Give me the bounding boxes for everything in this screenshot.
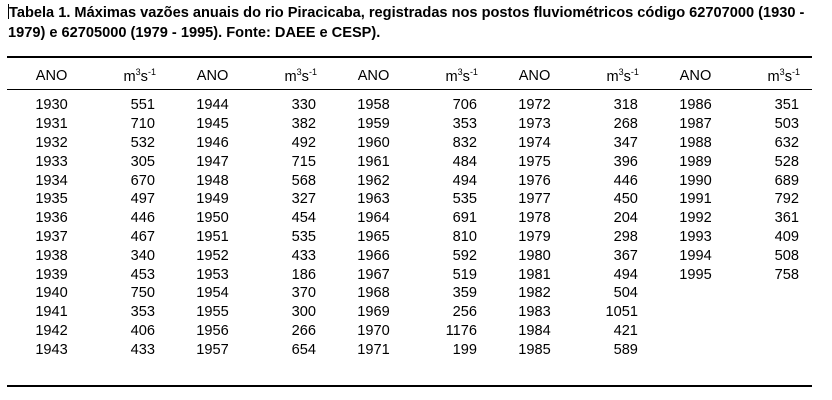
flow-value-cell: 535 — [452, 191, 477, 208]
flow-value-cell: 382 — [291, 116, 316, 133]
year-cell: 1984 — [518, 322, 551, 339]
year-cell: 1930 — [35, 97, 68, 114]
flow-value-cell: 504 — [613, 285, 638, 302]
flow-value-cell: 632 — [774, 134, 799, 151]
year-cell: 1987 — [679, 116, 712, 133]
flow-value-cell: 832 — [452, 134, 477, 151]
flow-value-cell: 186 — [291, 266, 316, 283]
flow-value-cell: 453 — [130, 266, 155, 283]
year-cell: 1986 — [679, 97, 712, 114]
flow-value-cell: 433 — [291, 247, 316, 264]
year-cell: 1962 — [357, 172, 390, 189]
year-cell: 1936 — [35, 210, 68, 227]
flow-value-cell: 654 — [291, 341, 316, 358]
year-cell: 1947 — [196, 153, 229, 170]
header-unit — [418, 64, 490, 88]
flow-value-cell: 592 — [452, 247, 477, 264]
flow-value-cell: 327 — [291, 191, 316, 208]
table-row — [7, 190, 812, 209]
flow-value-cell: 568 — [291, 172, 316, 189]
year-cell: 1939 — [35, 266, 68, 283]
table-row — [7, 134, 812, 153]
year-cell: 1931 — [35, 116, 68, 133]
unit-base: m — [123, 69, 136, 85]
flow-value-cell: 353 — [130, 304, 155, 321]
year-cell: 1993 — [679, 228, 712, 245]
flow-value-cell — [740, 284, 812, 303]
year-cell: 1969 — [357, 304, 390, 321]
flow-value-cell: 421 — [613, 322, 638, 339]
table-row — [7, 115, 812, 134]
flow-value-cell: 467 — [130, 228, 155, 245]
year-cell: 1971 — [357, 341, 390, 358]
year-cell — [651, 284, 740, 303]
table-row — [7, 209, 812, 228]
flow-value-cell: 353 — [452, 116, 477, 133]
year-cell: 1974 — [518, 134, 551, 151]
flow-value-cell: 359 — [452, 285, 477, 302]
year-cell: 1991 — [679, 191, 712, 208]
flow-value-cell: 367 — [613, 247, 638, 264]
year-cell: 1956 — [196, 322, 229, 339]
flow-value-cell: 1176 — [445, 322, 477, 339]
year-cell: 1938 — [35, 247, 68, 264]
year-cell — [651, 340, 740, 359]
table-row — [7, 152, 812, 171]
unit-exponent: 3 — [296, 67, 302, 77]
year-cell: 1933 — [35, 153, 68, 170]
table-row — [7, 246, 812, 265]
flow-value-cell: 758 — [774, 266, 799, 283]
table-top-rule — [7, 56, 812, 58]
year-cell: 1980 — [518, 247, 551, 264]
flow-value-cell: 199 — [452, 341, 477, 358]
table-bottom-rule — [7, 385, 812, 387]
table-row — [7, 171, 812, 190]
year-cell: 1946 — [196, 134, 229, 151]
table-row — [7, 340, 812, 359]
unit-exponent: -1 — [308, 67, 317, 77]
flow-value-cell: 318 — [613, 97, 638, 114]
unit-exponent: -1 — [469, 67, 478, 77]
flow-value-cell: 528 — [774, 153, 799, 170]
year-cell: 1995 — [679, 266, 712, 283]
year-cell: 1978 — [518, 210, 551, 227]
table-row — [7, 284, 812, 303]
flow-value-cell: 256 — [452, 304, 477, 321]
caption-text: Tabela 1. Máximas vazões anuais do rio Piracicaba, registradas nos postos fluviométricos código 62707000 (1930 - 1979) e 62705000 (1979 - 1995). Fonte: DAEE e CESP). — [8, 5, 805, 41]
flow-value-cell: 508 — [774, 247, 799, 264]
unit-exponent: 3 — [457, 67, 463, 77]
flow-value-cell: 497 — [130, 191, 155, 208]
unit-exponent: 3 — [135, 67, 141, 77]
flow-value-cell: 532 — [130, 134, 155, 151]
flow-value-cell: 519 — [452, 266, 477, 283]
flow-value-cell — [740, 340, 812, 359]
flow-value-cell: 305 — [130, 153, 155, 170]
year-cell: 1985 — [518, 341, 551, 358]
table-header-row — [7, 64, 812, 88]
year-cell: 1957 — [196, 341, 229, 358]
flow-value-cell: 370 — [291, 285, 316, 302]
table-row — [7, 265, 812, 284]
table-row — [7, 322, 812, 341]
header-year: ANO — [35, 68, 68, 84]
year-cell: 1932 — [35, 134, 68, 151]
header-year: ANO — [196, 68, 229, 84]
flow-value-cell: 670 — [130, 172, 155, 189]
flow-value-cell: 406 — [130, 322, 155, 339]
year-cell: 1935 — [35, 191, 68, 208]
year-cell: 1944 — [196, 97, 229, 114]
flow-value-cell — [740, 303, 812, 322]
header-unit — [579, 64, 651, 88]
year-cell: 1965 — [357, 228, 390, 245]
flow-value-cell: 340 — [130, 247, 155, 264]
flow-value-cell: 535 — [291, 228, 316, 245]
flow-value-cell — [740, 322, 812, 341]
year-cell: 1973 — [518, 116, 551, 133]
flow-value-cell: 409 — [774, 228, 799, 245]
flow-value-cell: 396 — [613, 153, 638, 170]
year-cell: 1942 — [35, 322, 68, 339]
flow-value-cell: 689 — [774, 172, 799, 189]
flow-value-cell: 792 — [774, 191, 799, 208]
flow-value-cell: 494 — [452, 172, 477, 189]
flow-value-cell: 450 — [613, 191, 638, 208]
unit-exponent: 3 — [618, 67, 624, 77]
year-cell: 1960 — [357, 134, 390, 151]
flow-value-cell: 494 — [613, 266, 638, 283]
year-cell: 1992 — [679, 210, 712, 227]
flow-value-cell: 361 — [774, 210, 799, 227]
year-cell: 1934 — [35, 172, 68, 189]
flow-value-cell: 446 — [613, 172, 638, 189]
flow-value-cell: 298 — [613, 228, 638, 245]
flow-value-cell: 204 — [613, 210, 638, 227]
year-cell: 1958 — [357, 97, 390, 114]
flow-table — [7, 64, 812, 359]
year-cell: 1981 — [518, 266, 551, 283]
flow-value-cell: 268 — [613, 116, 638, 133]
unit-exponent: -1 — [630, 67, 639, 77]
year-cell: 1948 — [196, 172, 229, 189]
year-cell: 1967 — [357, 266, 390, 283]
year-cell: 1963 — [357, 191, 390, 208]
year-cell: 1976 — [518, 172, 551, 189]
unit-seconds: s — [784, 69, 792, 85]
year-cell: 1955 — [196, 304, 229, 321]
year-cell: 1952 — [196, 247, 229, 264]
flow-value-cell: 433 — [130, 341, 155, 358]
spacer-row — [7, 88, 812, 96]
flow-value-cell: 330 — [291, 97, 316, 114]
year-cell: 1994 — [679, 247, 712, 264]
flow-value-cell: 347 — [613, 134, 638, 151]
flow-value-cell: 691 — [452, 210, 477, 227]
flow-value-cell: 710 — [130, 116, 155, 133]
header-year: ANO — [357, 68, 390, 84]
flow-value-cell: 446 — [130, 210, 155, 227]
year-cell: 1949 — [196, 191, 229, 208]
year-cell: 1940 — [35, 285, 68, 302]
unit-seconds: s — [462, 69, 470, 85]
unit-exponent: -1 — [147, 67, 156, 77]
flow-value-cell: 484 — [452, 153, 477, 170]
year-cell: 1982 — [518, 285, 551, 302]
header-unit — [96, 64, 168, 88]
year-cell: 1983 — [518, 304, 551, 321]
unit-seconds: s — [301, 69, 309, 85]
unit-exponent: -1 — [791, 67, 800, 77]
flow-value-cell: 551 — [130, 97, 155, 114]
year-cell: 1966 — [357, 247, 390, 264]
unit-seconds: s — [140, 69, 148, 85]
flow-value-cell: 454 — [291, 210, 316, 227]
unit-base: m — [767, 69, 780, 85]
unit-base: m — [445, 69, 458, 85]
flow-value-cell: 266 — [291, 322, 316, 339]
flow-value-cell: 810 — [452, 228, 477, 245]
table-body — [7, 88, 812, 359]
year-cell: 1964 — [357, 210, 390, 227]
year-cell: 1953 — [196, 266, 229, 283]
year-cell: 1972 — [518, 97, 551, 114]
unit-base: m — [284, 69, 297, 85]
year-cell: 1970 — [357, 322, 390, 339]
flow-value-cell: 750 — [130, 285, 155, 302]
flow-value-cell: 503 — [774, 116, 799, 133]
year-cell: 1937 — [35, 228, 68, 245]
flow-value-cell: 351 — [774, 97, 799, 114]
flow-value-cell: 300 — [291, 304, 316, 321]
table-row — [7, 96, 812, 115]
year-cell — [651, 303, 740, 322]
year-cell: 1977 — [518, 191, 551, 208]
year-cell: 1941 — [35, 304, 68, 321]
flow-value-cell: 1051 — [605, 304, 638, 321]
year-cell: 1959 — [357, 116, 390, 133]
table-caption — [8, 3, 826, 43]
year-cell: 1951 — [196, 228, 229, 245]
header-unit — [740, 64, 812, 88]
header-unit — [257, 64, 329, 88]
year-cell: 1975 — [518, 153, 551, 170]
table-row — [7, 303, 812, 322]
year-cell: 1979 — [518, 228, 551, 245]
flow-value-cell: 589 — [613, 341, 638, 358]
flow-value-cell: 706 — [452, 97, 477, 114]
year-cell: 1989 — [679, 153, 712, 170]
year-cell: 1968 — [357, 285, 390, 302]
year-cell — [651, 322, 740, 341]
year-cell: 1988 — [679, 134, 712, 151]
year-cell: 1945 — [196, 116, 229, 133]
year-cell: 1990 — [679, 172, 712, 189]
header-year: ANO — [679, 68, 712, 84]
header-year: ANO — [518, 68, 551, 84]
unit-exponent: 3 — [779, 67, 785, 77]
unit-base: m — [606, 69, 619, 85]
year-cell: 1954 — [196, 285, 229, 302]
year-cell: 1961 — [357, 153, 390, 170]
year-cell: 1950 — [196, 210, 229, 227]
year-cell: 1943 — [35, 341, 68, 358]
table-row — [7, 228, 812, 247]
flow-value-cell: 492 — [291, 134, 316, 151]
unit-seconds: s — [623, 69, 631, 85]
flow-value-cell: 715 — [291, 153, 316, 170]
